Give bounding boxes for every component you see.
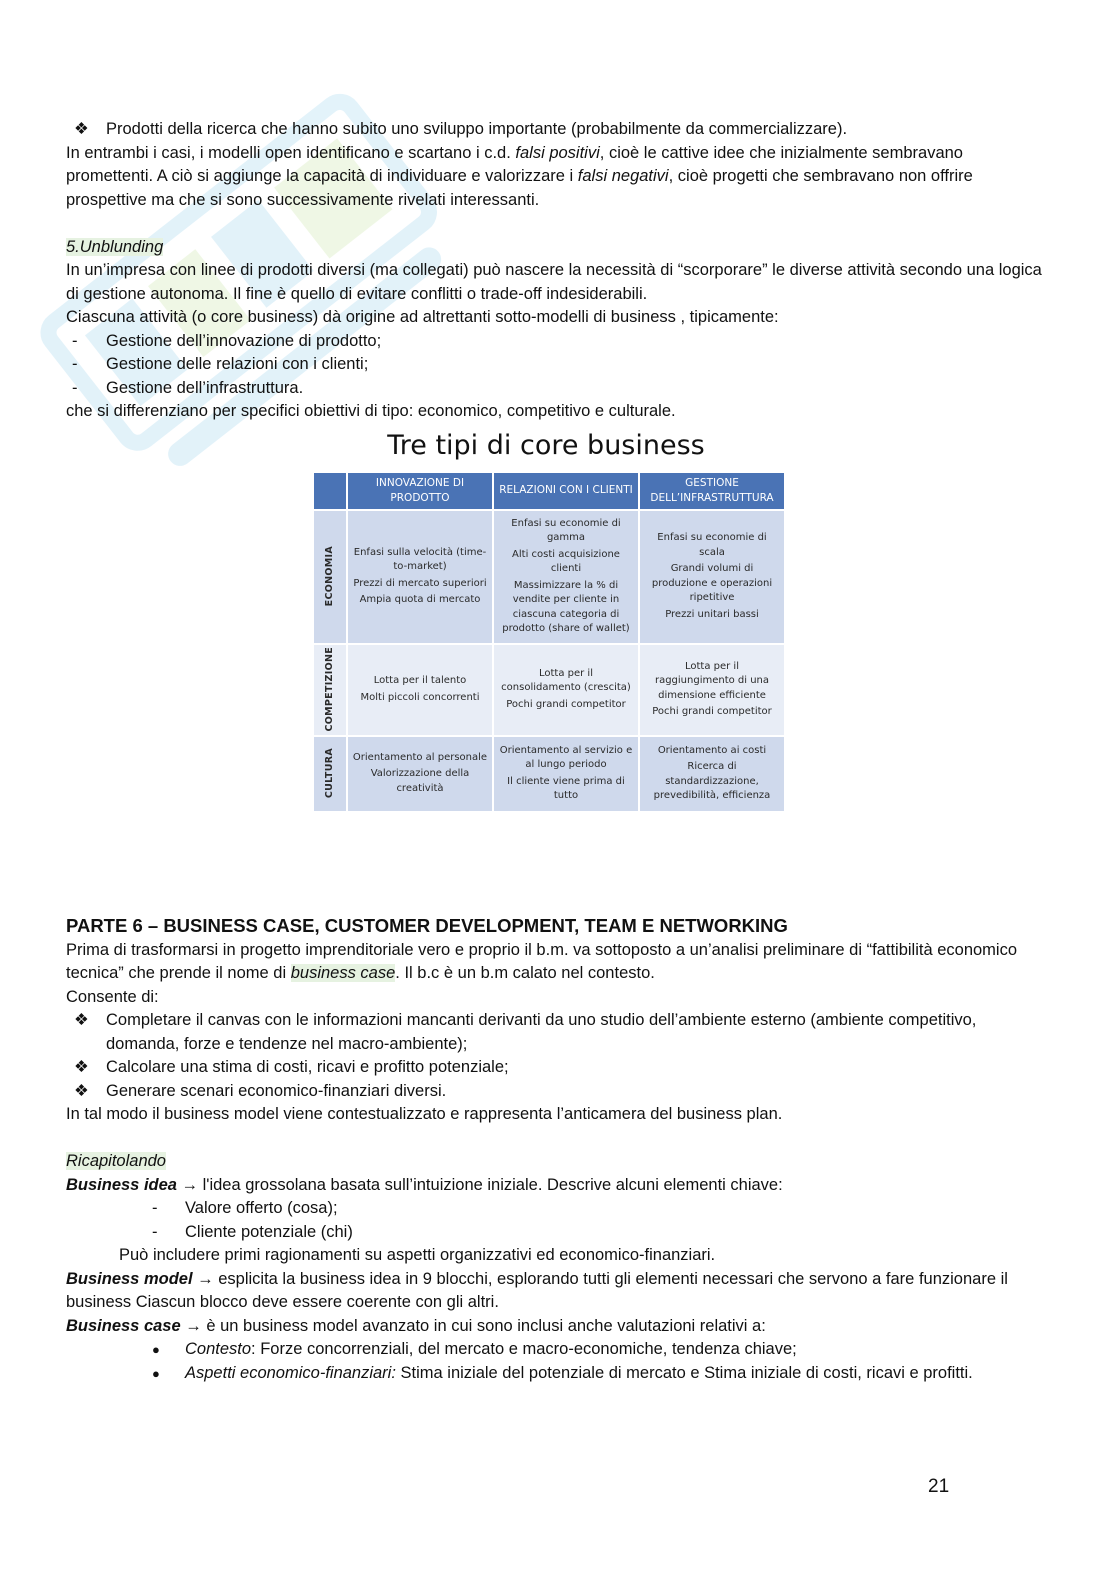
bullet-dot-icon: ● <box>152 1365 160 1381</box>
table-cell: Lotta per il raggiungimento di una dimensione efficiente Pochi grandi competitor <box>639 644 785 736</box>
table-row <box>313 736 785 812</box>
bullet-dot-icon: ● <box>152 1342 160 1357</box>
diamond-bullet-icon: ❖ <box>74 120 89 138</box>
diamond-bullet-icon: ❖ <box>74 1011 89 1029</box>
list-item: ❖ Generare scenari economico-finanziari diversi. <box>66 1080 1051 1104</box>
paragraph: In tal modo il business model viene contestualizzato e rappresenta l’anticamera del business plan. <box>66 1105 783 1123</box>
table-cell: Enfasi su economie di scala Grandi volumi di produzione e operazioni ripetitive Prezzi unitari bassi <box>639 510 785 644</box>
row-header: CULTURA <box>313 736 347 812</box>
list-item: ❖ Calcolare una stima di costi, ricavi e profitto potenziale; <box>66 1056 1051 1080</box>
table-corner <box>313 472 347 510</box>
core-business-table <box>312 471 786 813</box>
column-header: INNOVAZIONE DI PRODOTTO <box>347 472 493 510</box>
list-item: - Cliente potenziale (chi) <box>152 1222 353 1241</box>
table-cell: Orientamento ai costi Ricerca di standardizzazione, prevedibilità, efficienza <box>639 736 785 812</box>
paragraph-open-models: In entrambi i casi, i modelli open identificano e scartano i c.d. falsi positivi, cioè le cattive idee che inizialmente sembravano promettenti. A ciò si aggiunge la capacità di individuare e valorizzare i falsi negativi, cioè progetti che sembravano non offrire prospettive ma che si sono successivamente rivelati interessanti. <box>66 143 973 209</box>
table-row <box>313 510 785 644</box>
document-body <box>66 118 1051 1385</box>
row-header: COMPETIZIONE <box>313 644 347 736</box>
definition-business-idea: Business idea → l'idea grossolana basata sull’intuizione iniziale. Descrive alcuni elementi chiave: <box>66 1175 783 1194</box>
row-header: ECONOMIA <box>313 510 347 644</box>
paragraph-business-case: Prima di trasformarsi in progetto imprenditoriale vero e proprio il b.m. va sottoposto a un’analisi preliminare di “fattibilità economico tecnica” che prende il nome di business case. Il b.c è un b.m calato nel contesto. <box>66 940 1018 982</box>
list-item: ● Aspetti economico-finanziari: Stima iniziale del potenziale di mercato e Stima iniziale di costi, ricavi e profitti. <box>66 1362 1051 1386</box>
paragraph: che si differenziano per specifici obiettivi di tipo: economico, competitivo e culturale. <box>66 402 676 420</box>
column-header: GESTIONE DELL’INFRASTRUTTURA <box>639 472 785 510</box>
diamond-bullet-icon: ❖ <box>74 1081 89 1100</box>
paragraph: Ciascuna attività (o core business) dà origine ad altrettanti sotto-modelli di business , tipicamente: <box>66 308 779 326</box>
definition-business-case: Business case → è un business model avanzato in cui sono inclusi anche valutazioni relativi a: <box>66 1316 766 1335</box>
list-item: - Valore offerto (cosa); <box>152 1199 338 1217</box>
table-cell: Lotta per il talento Molti piccoli concorrenti <box>347 644 493 736</box>
section-heading-parte-6: PARTE 6 – BUSINESS CASE, CUSTOMER DEVELOPMENT, TEAM E NETWORKING <box>66 914 788 936</box>
list-item: ● Contesto: Forze concorrenziali, del mercato e macro-economiche, tendenza chiave; <box>66 1338 1051 1362</box>
table-cell: Lotta per il consolidamento (crescita) Pochi grandi competitor <box>493 644 639 736</box>
paragraph: Consente di: <box>66 987 159 1006</box>
section-heading-unbundling: 5.Unblunding <box>66 237 164 256</box>
table-row <box>313 644 785 736</box>
paragraph: In un’impresa con linee di prodotti diversi (ma collegati) può nascere la necessità di “scorporare” le diverse attività secondo una logica di gestione autonoma. Il fine è quello di evitare conflitti o trade-off indesiderabili. <box>66 261 1042 303</box>
table-cell: Enfasi su economie di gamma Alti costi acquisizione clienti Massimizzare la % di vendite per cliente in ciascuna categoria di prodotto (share of wallet) <box>493 510 639 644</box>
list-item: - Gestione delle relazioni con i clienti; <box>72 355 369 373</box>
definition-business-model: Business model → esplicita la business idea in 9 blocchi, esplorando tutti gli elementi necessari che servono a fare funzionare il business Ciascun blocco deve essere coerente con gli altri. <box>66 1269 1008 1311</box>
page-number: 21 <box>928 1476 950 1497</box>
list-item: - Gestione dell’innovazione di prodotto; <box>72 331 382 350</box>
section-heading-recap: Ricapitolando <box>66 1152 166 1170</box>
list-item: - Gestione dell’infrastruttura. <box>72 378 304 397</box>
table-cell: Orientamento al servizio e al lungo periodo Il cliente viene prima di tutto <box>493 736 639 812</box>
list-item: ❖ Completare il canvas con le informazioni mancanti derivanti da uno studio dell’ambiente esterno (ambiente competitivo, domanda, forze e tendenze nel macro-ambiente); <box>74 1011 977 1053</box>
table-cell: Orientamento al personale Valorizzazione della creatività <box>347 736 493 812</box>
paragraph: Può includere primi ragionamenti su aspetti organizzativi ed economico-finanziari. <box>119 1246 716 1264</box>
diamond-bullet-icon: ❖ <box>74 1058 89 1076</box>
table-cell: Enfasi sulla velocità (time-to-market) Prezzi di mercato superiori Ampia quota di mercato <box>347 510 493 644</box>
figure-title: Tre tipi di core business <box>387 429 705 461</box>
list-item: ❖ Prodotti della ricerca che hanno subito uno sviluppo importante (probabilmente da commercializzare). <box>66 118 1051 142</box>
column-header: RELAZIONI CON I CLIENTI <box>493 472 639 510</box>
